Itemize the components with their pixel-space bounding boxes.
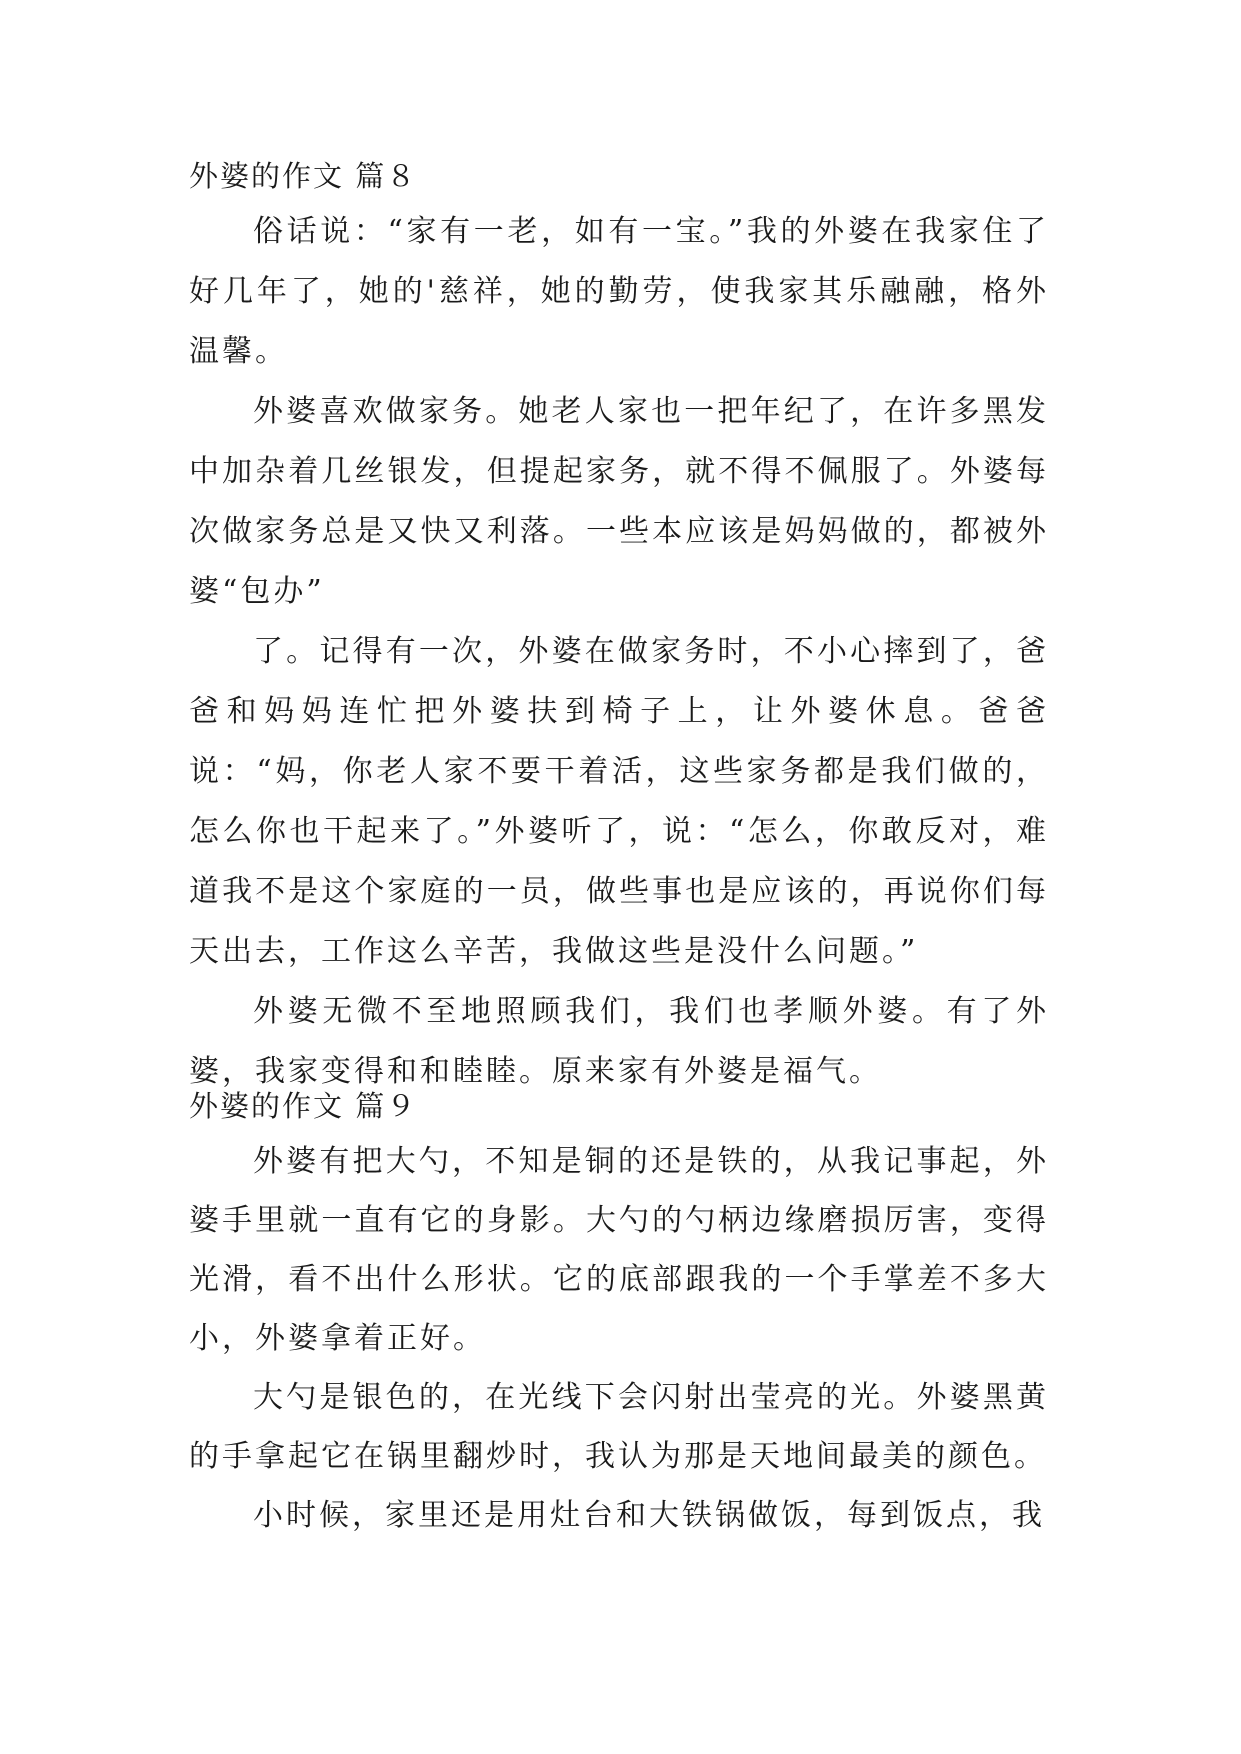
- essay-section-8: [189, 158, 1049, 1102]
- essay-paragraph: 外婆喜欢做家务。她老人家也一把年纪了，在许多黑发中加杂着几丝银发，但提起家务，就不得不佩服了。外婆每次做家务总是又快又利落。一些本应该是妈妈做的，都被外婆“包办”: [189, 394, 1049, 609]
- essay-paragraph: 大勺是银色的，在光线下会闪射出莹亮的光。外婆黑黄的手拿起它在锅里翻炒时，我认为那是天地间最美的颜色。: [189, 1380, 1049, 1474]
- essay-paragraph: 外婆有把大勺，不知是铜的还是铁的，从我记事起，外婆手里就一直有它的身影。大勺的勺柄边缘磨损厉害，变得光滑，看不出什么形状。它的底部跟我的一个手掌差不多大小，外婆拿着正好。: [189, 1144, 1049, 1356]
- essay-title: 外婆的作文 篇９: [189, 1089, 418, 1123]
- essay-paragraph: 小时候，家里还是用灶台和大铁锅做饭，每到饭点，我: [253, 1498, 1045, 1533]
- essay-paragraph: 外婆无微不至地照顾我们，我们也孝顺外婆。有了外婆，我家变得和和睦睦。原来家有外婆是福气。: [189, 994, 1049, 1089]
- essay-paragraph: 了。记得有一次，外婆在做家务时，不小心摔到了，爸爸和妈妈连忙把外婆扶到椅子上，让外婆休息。爸爸说：“妈，你老人家不要干着活，这些家务都是我们做的，怎么你也干起来了。”外婆听了，说：“怎么，你敢反对，难道我不是这个家庭的一员，做些事也是应该的，再说你们每天出去，工作这么辛苦，我做这些是没什么问题。”: [189, 634, 1049, 969]
- essay-title: 外婆的作文 篇８: [189, 159, 418, 193]
- essay-paragraph: 俗话说：“家有一老，如有一宝。”我的外婆在我家住了好几年了，她的'慈祥，她的勤劳，使我家其乐融融，格外温馨。: [189, 214, 1049, 369]
- essay-section-9: [189, 1088, 1049, 1545]
